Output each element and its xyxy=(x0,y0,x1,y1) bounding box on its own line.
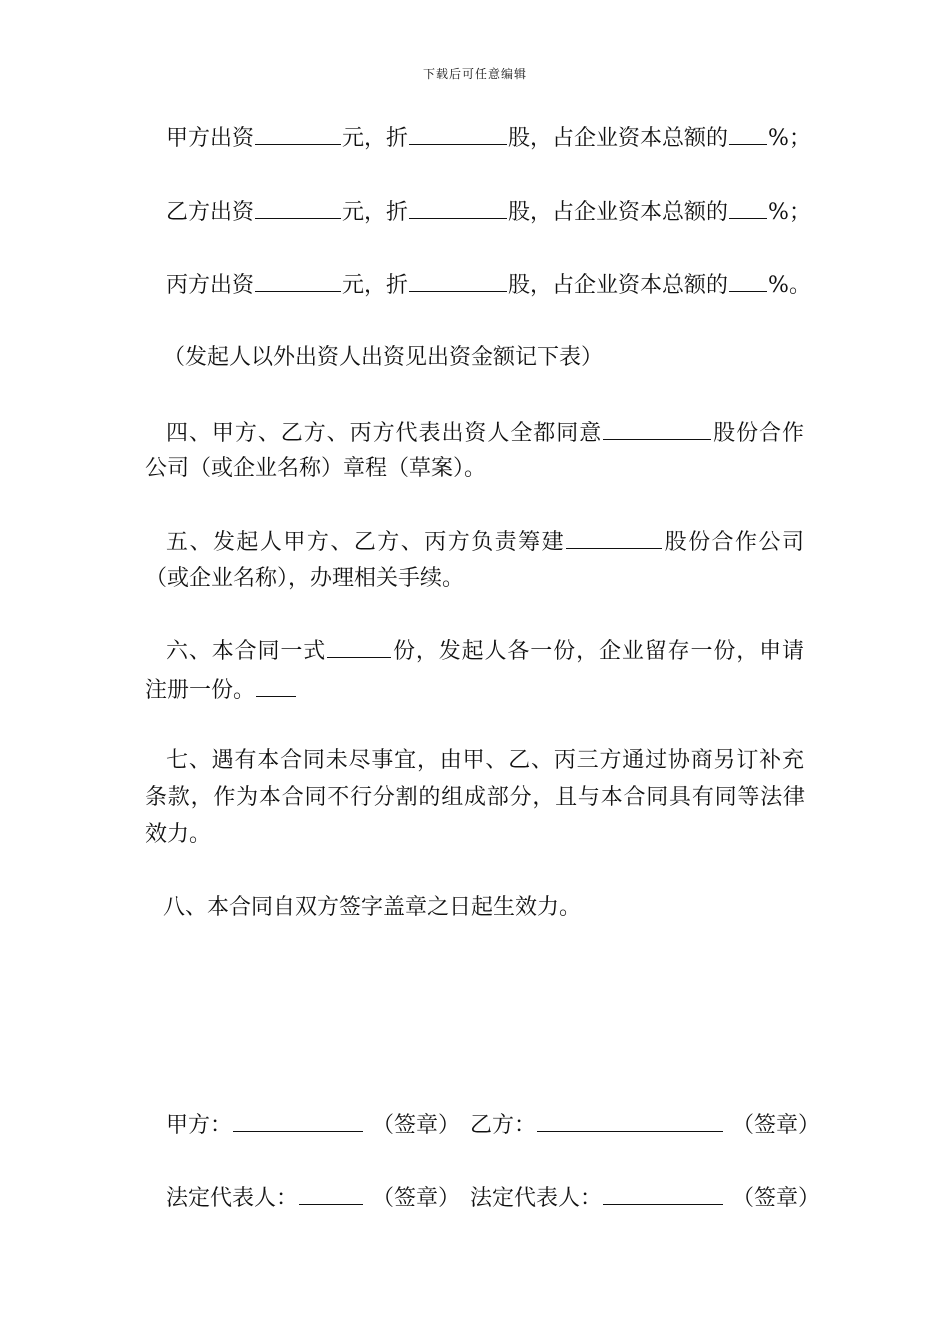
shares-text: 股，占企业资本总额的 xyxy=(508,273,729,298)
copies-blank[interactable] xyxy=(327,638,391,658)
contribution-line-a xyxy=(166,125,811,151)
party-a-signature-blank[interactable] xyxy=(233,1112,363,1132)
rep-b-label: 法定代表人： xyxy=(470,1186,603,1211)
clause-5-line-1: 五、发起人甲方、乙方、丙方负责筹建 股份合作公司 xyxy=(166,530,804,555)
page-header: 下载后可任意编辑 xyxy=(422,67,527,81)
signature-rep-row xyxy=(166,1185,820,1211)
yuan-text: 元，折 xyxy=(342,200,409,225)
amount-blank[interactable] xyxy=(255,199,341,219)
party-b-signature-blank[interactable] xyxy=(537,1112,723,1132)
clause-7-line-2: 条款，作为本合同不行分割的组成部分，且与本合同具有同等法律 xyxy=(145,785,805,810)
amount-blank[interactable] xyxy=(255,125,341,145)
percent-text: %。 xyxy=(768,273,811,298)
rep-b-seal: （签章） xyxy=(732,1186,821,1211)
rep-a-seal: （签章） xyxy=(372,1186,461,1211)
contribution-line-c xyxy=(166,272,811,298)
shares-blank[interactable] xyxy=(409,125,507,145)
shares-text: 股，占企业资本总额的 xyxy=(508,200,729,225)
percent-blank[interactable] xyxy=(729,272,767,292)
percent-text: %； xyxy=(768,200,811,225)
rep-b-signature-blank[interactable] xyxy=(603,1185,723,1205)
party-label: 乙方出资 xyxy=(166,200,255,225)
company-name-blank[interactable] xyxy=(603,420,711,440)
company-name-blank[interactable] xyxy=(566,529,662,549)
party-label: 甲方出资 xyxy=(166,126,255,151)
clause-7-line-1: 七、遇有本合同未尽事宜，由甲、乙、丙三方通过协商另订补充 xyxy=(166,748,804,773)
party-label: 丙方出资 xyxy=(166,273,255,298)
yuan-text: 元，折 xyxy=(342,126,409,151)
contribution-line-b xyxy=(166,199,811,225)
rep-a-signature-blank[interactable] xyxy=(299,1185,363,1205)
percent-blank[interactable] xyxy=(729,125,767,145)
shares-text: 股，占企业资本总额的 xyxy=(508,126,729,151)
trailing-blank[interactable] xyxy=(256,677,296,697)
clause-8-text: 八、本合同自双方签字盖章之日起生效力。 xyxy=(163,895,582,920)
rep-a-label: 法定代表人： xyxy=(166,1186,299,1211)
yuan-text: 元，折 xyxy=(342,273,409,298)
percent-text: %； xyxy=(768,126,811,151)
amount-blank[interactable] xyxy=(255,272,341,292)
clause-7-line-3: 效力。 xyxy=(145,822,212,847)
signature-party-row xyxy=(166,1112,820,1138)
party-a-label: 甲方： xyxy=(166,1113,233,1138)
note-text: （发起人以外出资人出资见出资金额记下表） xyxy=(163,345,604,370)
clause-6-line-1: 六、本合同一式 份，发起人各一份，企业留存一份，申请 xyxy=(166,639,804,664)
clause-4-line-1: 四、甲方、乙方、丙方代表出资人全都同意 股份合作 xyxy=(166,421,804,446)
clause-4-line-2: 公司（或企业名称）章程（草案）。 xyxy=(145,456,487,481)
clause-5-line-2: （或企业名称），办理相关手续。 xyxy=(145,566,465,591)
party-a-seal: （签章） xyxy=(372,1113,461,1138)
party-b-label: 乙方： xyxy=(470,1113,537,1138)
shares-blank[interactable] xyxy=(409,199,507,219)
percent-blank[interactable] xyxy=(729,199,767,219)
shares-blank[interactable] xyxy=(409,272,507,292)
party-b-seal: （签章） xyxy=(732,1113,821,1138)
clause-6-line-2: 注册一份。 xyxy=(145,677,297,703)
